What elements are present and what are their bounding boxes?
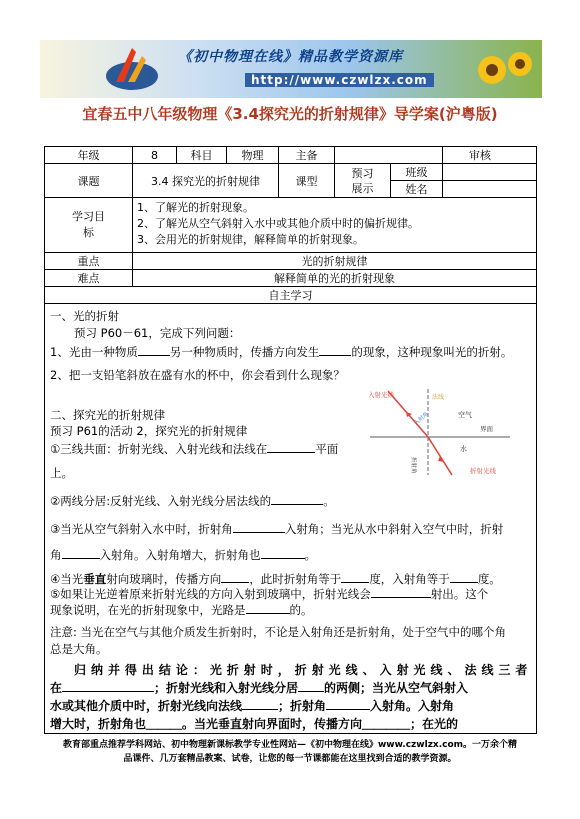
answer-blank[interactable] <box>319 343 351 356</box>
refraction-diagram <box>360 385 515 477</box>
refracted-label: 折射光线 <box>470 467 496 475</box>
grade-label: 年级 <box>45 147 133 164</box>
self-study-heading: 自主学习 <box>45 287 537 304</box>
answer-blank[interactable] <box>242 697 278 710</box>
goals-label: 学习目标 <box>45 198 133 253</box>
banner-tagline: 《初中物理在线》精品教学资源库 <box>178 49 403 65</box>
answer-blank[interactable] <box>326 697 370 710</box>
page-footer <box>40 738 540 766</box>
difficulty-label: 难点 <box>45 270 133 287</box>
note-line-2: 总是大角。 <box>50 642 108 656</box>
goals-cell <box>133 198 537 253</box>
key-point-label: 重点 <box>45 253 133 270</box>
topic-label: 课题 <box>45 164 133 198</box>
lead-teacher-value <box>335 147 443 164</box>
banner-url[interactable]: http://www.czwlzx.com <box>245 73 434 87</box>
normal-label: 法线 <box>432 394 445 401</box>
lead-teacher-label: 主备 <box>279 147 335 164</box>
section-1-title: 一、光的折射 <box>50 309 119 323</box>
topic-value: 3.4 探究光的折射规律 <box>133 164 279 198</box>
grade-value: 8 <box>133 147 177 164</box>
summary-line-2: 在 ；折射光线和入射光线分居 的两侧；当光从空气斜射入 <box>50 681 469 695</box>
summary-line-1: 归 纳 并 得 出 结 论 ： 光 折 射 时 ， 折 射 光 线 、 入 射 光 线 、 法 线 三 者 <box>74 663 528 677</box>
incidence-angle-label: 入射角 <box>413 411 430 427</box>
review-label: 审核 <box>443 147 537 164</box>
answer-blank[interactable] <box>62 546 100 559</box>
rule-3: ③当光从空气斜射入水中时，折射角 入射角；当光从水中斜射入空气中时，折射 <box>50 522 504 536</box>
name-value <box>443 181 537 198</box>
answer-blank[interactable] <box>233 520 285 533</box>
answer-blank[interactable] <box>261 546 305 559</box>
rule-5-cont: 现象说明，在光的折射现象中，光路是 的。 <box>50 603 313 617</box>
answer-blank[interactable] <box>271 492 323 505</box>
sunflower-image <box>472 44 536 94</box>
water-label: 水 <box>460 445 467 453</box>
answer-blank[interactable] <box>298 679 324 692</box>
subject-value: 物理 <box>227 147 279 164</box>
goal-item: 2、了解光从空气斜射入水中或其他介质中时的偏折规律。 <box>137 217 419 230</box>
lesson-type-label: 课型 <box>279 164 335 198</box>
rule-5: ⑤如果让光逆着原来折射光线的方向入射到玻璃中，折射光线会 射出。这个 <box>50 587 489 601</box>
rule-2: ②两线分居:反射光线、入射光线分居法线的 。 <box>50 494 335 508</box>
incident-label: 入射光线 <box>368 391 394 399</box>
class-label: 班级 <box>391 164 443 181</box>
section-1-preview: 预习 P60－61，完成下列问题： <box>74 326 241 340</box>
footer-line-1: 教育部重点推荐学科网站、初中物理新课标教学专业性网站—《初中物理在线》www.czwlzx.com。一万余个精 <box>62 740 518 750</box>
section-2-title: 二、探究光的折射规律 <box>50 408 165 422</box>
answer-blank[interactable] <box>62 679 154 692</box>
rule-1-cont: 上。 <box>50 466 73 480</box>
section-2-preview: 预习 P61的活动 2，探究光的折射规律 <box>50 424 248 438</box>
goal-item: 3、会用光的折射规律，解释简单的折射现象。 <box>137 233 364 246</box>
answer-blank[interactable] <box>341 570 369 583</box>
answer-blank[interactable] <box>138 343 170 356</box>
class-value <box>443 164 537 181</box>
answer-blank[interactable] <box>371 585 431 598</box>
answer-blank[interactable] <box>246 601 290 614</box>
summary-line-4: 增大时，折射角也＿＿＿。当光垂直射向界面时，传播方向＿＿＿＿；在光的 <box>50 717 459 731</box>
boundary-label: 界面 <box>480 425 493 433</box>
name-label: 姓名 <box>391 181 443 198</box>
difficulty-value: 解释简单的光的折射现象 <box>133 270 537 287</box>
air-label: 空气 <box>458 411 472 419</box>
rule-3-cont: 角 入射角。入射角增大，折射角也 。 <box>50 548 316 562</box>
rule-1: ①三线共面：折射光线、入射光线和法线在 平面 <box>50 442 339 456</box>
answer-blank[interactable] <box>450 570 478 583</box>
note-line-1: 注意: 当光在空气与其他介质发生折射时，不论是入射角还是折射角，处于空气中的哪个角 <box>50 625 507 639</box>
key-point-value: 光的折射规律 <box>133 253 537 270</box>
site-logo <box>102 42 162 96</box>
answer-blank[interactable] <box>221 570 249 583</box>
subject-label: 科目 <box>177 147 227 164</box>
site-banner <box>40 40 542 98</box>
answer-blank[interactable] <box>267 440 315 453</box>
question-2: 2、把一支铅笔斜放在盛有水的杯中，你会看到什么现象？ <box>50 368 345 382</box>
summary-line-3: 水或其他介质中时，折射光线向法线 ；折射角 入射角。入射角 <box>50 699 455 713</box>
goal-item: 1、了解光的折射现象。 <box>137 201 254 214</box>
footer-line-2: 品课件、几万套精品教案、试卷，让您的每一节课都能在这里找到合适的教学资源。 <box>123 754 457 764</box>
preview-label: 预习展示 <box>335 164 391 198</box>
page-title: 宜春五中八年级物理《3.4探究光的折射规律》导学案(沪粤版) <box>82 105 498 123</box>
refraction-angle-label: 折射角 <box>410 457 416 474</box>
rule-4: ④当光垂直射向玻璃时，传播方向 ，此时折射角等于 度，入射角等于 度。 <box>50 572 501 586</box>
lesson-info-table <box>44 146 537 304</box>
question-1: 1、光由一种物质 另一种物质时，传播方向发生 的现象，这种现象叫光的折射。 <box>50 345 513 359</box>
